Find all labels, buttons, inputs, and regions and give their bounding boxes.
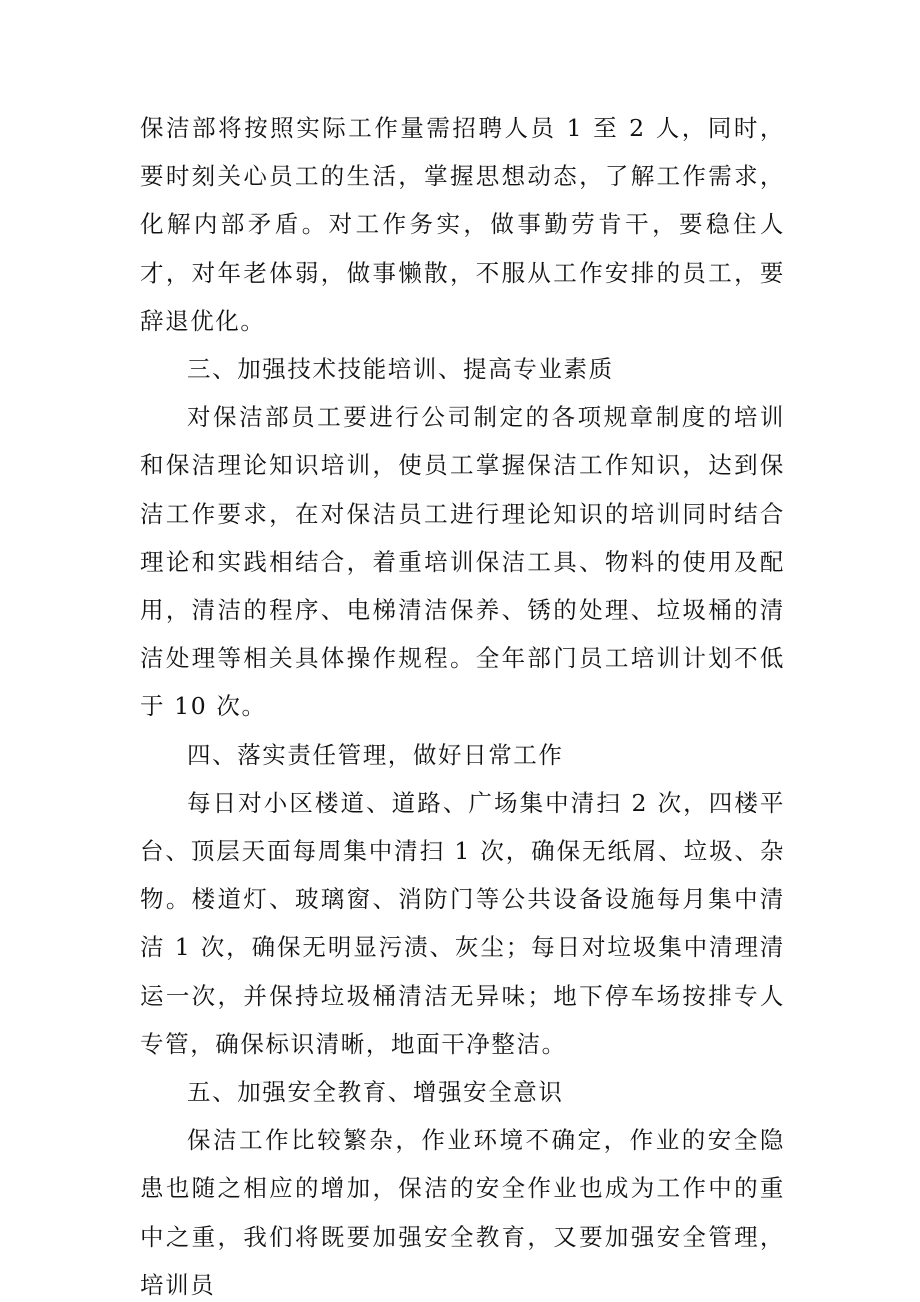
section-heading-safety: 五、加强安全教育、增强安全意识 — [187, 1078, 564, 1107]
paragraph-staffing: 保洁部将按照实际工作量需招聘人员 1 至 2 人，同时，要时刻关心员工的生活，掌握思想动态，了解工作需求，化解内部矛盾。对工作务实，做事勤劳肯干，要稳住人才，对年老体弱，做事懒散，不服从工作安排的员工，要辞退优化。 — [140, 114, 785, 335]
paragraph-safety: 保洁工作比较繁杂，作业环境不确定，作业的安全隐患也随之相应的增加，保洁的安全作业也成为工作中的重中之重，我们将既要加强安全教育，又要加强安全管理，培训员 — [140, 1126, 785, 1299]
document-body — [140, 104, 785, 1302]
paragraph-daily-work: 每日对小区楼道、道路、广场集中清扫 2 次，四楼平台、顶层天面每周集中清扫 1 次，确保无纸屑、垃圾、杂物。楼道灯、玻璃窗、消防门等公共设备设施每月集中清洁 1 次，确保无明显污渍、灰尘；每日对垃圾集中清理清运一次，并保持垃圾桶清洁无异味；地下停车场按排专人专管，确保标识清晰，地面干净整洁。 — [140, 788, 785, 1058]
section-heading-training: 三、加强技术技能培训、提高专业素质 — [187, 355, 614, 384]
paragraph-training: 对保洁部员工要进行公司制定的各项规章制度的培训和保洁理论知识培训，使员工掌握保洁工作知识，达到保洁工作要求，在对保洁员工进行理论知识的培训同时结合理论和实践相结合，着重培训保洁工具、物料的使用及配用，清洁的程序、电梯清洁保养、锈的处理、垃圾桶的清洁处理等相关具体操作规程。全年部门员工培训计划不低于 10 次。 — [140, 403, 785, 721]
section-heading-responsibility: 四、落实责任管理，做好日常工作 — [187, 740, 564, 769]
